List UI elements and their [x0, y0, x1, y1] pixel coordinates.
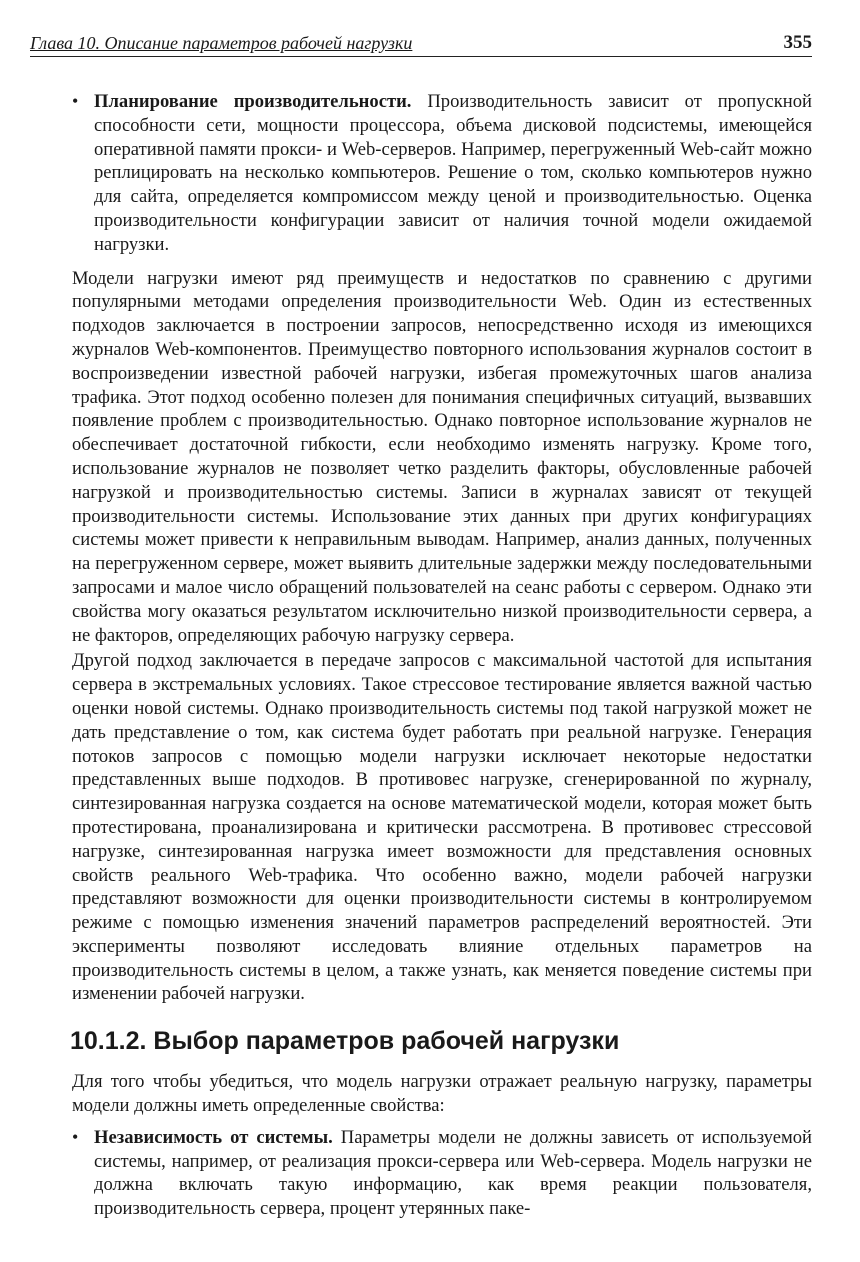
paragraph-stress-testing: Другой подход заключается в передаче запросов с максимальной частотой для испытания сервера в экстремальных условиях. Такое стрессовое тестирование является важной частью оценки новой системы. Однако производительность системы под такой нагрузкой может не дать представление о том, как система будет работать при реальной нагрузке. Генерация потоков запросов с помощью модели нагрузки исключает некоторые недостатки представленных выше подходов. В противовес нагрузке, сгенерированной по журналу, синтезированная нагрузка создается на основе математической модели, которая может быть протестирована, проанализирована и критически рассмотрена. В противовес стрессовой нагрузке, синтезированная нагрузка имеет возможности для представления основных свойств реального Web-трафика. Что особенно важно, модели рабочей нагрузки представляют возможности для оценки производительности системы в контролируемом режиме с помощью изменения значений параметров распределений вероятностей. Эти эксперименты позволяют исследовать влияние отдельных параметров на производительность системы в целом, а также узнать, как меняется поведение системы при изменении рабочей нагрузки.	[72, 650, 812, 1005]
section-intro: Для того чтобы убедиться, что модель нагрузки отражает реальную нагрузку, параметры модели должны иметь определенные свойства:	[72, 1071, 812, 1117]
bullet-body: Параметры модели не должны зависеть от используемой системы, например, от реализация прокси-сервера или Web-сервера. Модель нагрузки не должна включать такую информацию, как время реакции пользователя, производительность сервера, процент утерянных паке-	[94, 1126, 812, 1220]
bullet-lead: Планирование производительности.	[94, 91, 412, 112]
bullet-body: Производительность зависит от пропускной способности сети, мощности процессора, объема дисковой подсистемы, имеющейся оперативной памяти прокси- и Web-серверов. Например, перегруженный Web-сайт можно реплицировать на несколько компьютеров. Решение о том, сколько компьютеров нужно для сайта, определяется компромиссом между ценой и производительностью. Оценка производительности конфигурации зависит от наличия точной модели ожидаемой нагрузки.	[94, 91, 812, 255]
bullet-lead: Независимость от системы.	[94, 1126, 333, 1148]
page-body	[72, 90, 812, 1231]
running-head	[30, 32, 812, 57]
bullet-text	[94, 90, 812, 257]
bullet-icon: •	[72, 91, 79, 111]
bullet-text	[94, 1126, 812, 1221]
bullet-capacity-planning	[72, 90, 812, 257]
chapter-title: Глава 10. Описание параметров рабочей нагрузки	[30, 33, 413, 53]
page-number: 355	[783, 32, 812, 53]
paragraph-workload-models: Модели нагрузки имеют ряд преимуществ и недостатков по сравнению с другими популярными методами определения производительности Web. Один из естественных подходов заключается в построении запросов, непосредственно исходя из имеющихся журналов Web-компонентов. Преимущество повторного использования журналов состоит в воспроизведении известной рабочей нагрузки, избегая промежуточных шагов анализа трафика. Этот подход особенно полезен для понимания специфичных ситуаций, вызвавших появление проблем с производительностью. Однако повторное использование журналов не обеспечивает достаточной гибкости, если необходимо изменять нагрузку. Кроме того, использование журналов не позволяет четко разделить факторы, обусловленные рабочей нагрузкой и производительностью системы. Записи в журналах зависят от текущей производительности системы. Использование этих данных при других конфигурациях системы может привести к неправильным выводам. Например, анализ данных, полученных на перегруженном сервере, может выявить длительные задержки между последовательными запросами и малое число обращений пользователей на сеанс работы с сервером. Однако эти свойства могу оказаться результатом исключительно низкой производительности сервера, а не факторов, определяющих рабочую нагрузку сервера.	[72, 267, 812, 646]
bullet-system-independence	[72, 1126, 812, 1221]
bullet-icon: •	[72, 1126, 79, 1147]
section-heading: 10.1.2. Выбор параметров рабочей нагрузки	[70, 1027, 620, 1056]
